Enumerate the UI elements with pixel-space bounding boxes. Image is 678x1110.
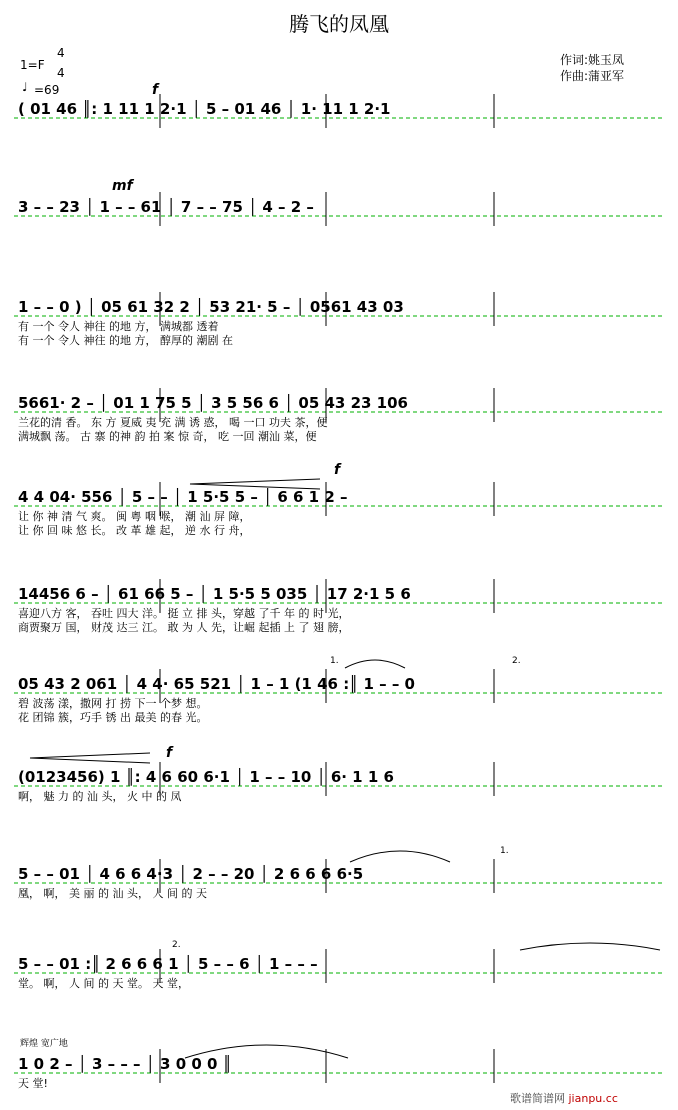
volta-label: 1. — [500, 846, 509, 856]
lyrics-verse-2: 有 一个 令人 神往 的地 方， 醇厚的 潮剧 在 — [18, 334, 233, 347]
volta-label: 1. — [330, 656, 339, 666]
notation-row: 4 4 04· 556 │ 5 – – │ 1 5·5 5 – │ 6 6 1 2 – — [18, 488, 348, 506]
dynamic-forte: f — [334, 462, 341, 478]
time-signature-bottom: 4 — [57, 66, 65, 80]
notation-row: 05 43 2 061 │ 4 4· 65 521 │ 1 – 1 (1 46 :║ 1 – – 0 — [18, 675, 415, 693]
lyrics-verse-1: 喜迎八方 客， 吞吐 四大 洋。 挺 立 排 头，穿越 了千 年 的 时 光， — [18, 607, 350, 620]
notation-row: ( 01 46 ║: 1 11 1 2·1 │ 5 – 01 46 │ 1· 11 1 2·1 — [18, 100, 391, 118]
notation-row: 1 0 2 – │ 3 – – – │ 3 0 0 0 ║ — [18, 1055, 232, 1073]
watermark-domain: jianpu.cc — [568, 1092, 618, 1105]
lyrics-verse-2: 让 你 回 味 悠 长。 改 革 雄 起， 逆 水 行 舟， — [18, 524, 251, 537]
dynamic-mezzo-forte: mf — [112, 178, 133, 194]
dynamic-forte: f — [152, 82, 159, 98]
crescendo-hairpin — [30, 753, 150, 763]
lyrics-verse-1: 有 一个 令人 神往 的地 方， 满城都 透着 — [18, 320, 219, 333]
lyrics-verse-2: 花 团锦 簇，巧手 锈 出 最美 的春 光。 — [18, 711, 208, 724]
volta-label: 2. — [512, 656, 521, 666]
notation-row: 3 – – 23 │ 1 – – 61 │ 7 – – 75 │ 4 – 2 – — [18, 198, 314, 216]
lyrics-verse-1: 让 你 神 清 气 爽。 闽 粤 咽 喉， 潮 汕 屏 障， — [18, 510, 251, 523]
watermark — [510, 1090, 618, 1106]
slur-arc — [520, 943, 660, 950]
lyrics-verse-1: 碧 波荡 漾，撒网 打 捞 下一 个梦 想。 — [18, 697, 208, 710]
lyrics-verse-1: 堂。 啊， 人 间 的 天 堂。 天 堂， — [18, 977, 189, 990]
notation-row: 5 – – 01 │ 4 6 6 4·3 │ 2 – – 20 │ 2 6 6 6 6·5 — [18, 865, 364, 883]
lyrics-verse-2: 满城飘 荡。 古 寨 的神 韵 拍 案 惊 奇， 吃 一回 潮汕 菜，便 — [18, 430, 317, 443]
notation-row: (0123456) 1 ║: 4 6 60 6·1 │ 1 – – 10 │ 6· 1 1 6 — [18, 768, 394, 786]
lyrics-verse-2: 商贾聚万 国， 财茂 达三 江。 敢 为 人 先，让崛 起插 上 了 翅 膀， — [18, 621, 350, 634]
notation-row: 14456 6 – │ 61 66 5 – │ 1 5·5 5 035 │ 17 2·1 5 6 — [18, 585, 411, 603]
tempo-marking: =69 — [34, 83, 60, 97]
key-signature: 1=F — [20, 58, 45, 72]
lyricist-credit: 作词:姚玉凤 — [560, 53, 625, 67]
notation-row: 5661· 2 – │ 01 1 75 5 │ 3 5 56 6 │ 05 43 23 106 — [18, 394, 408, 412]
lyrics-verse-1: 天 堂! — [18, 1077, 48, 1090]
expression-marking: 辉煌 宽广地 — [20, 1039, 68, 1049]
slur-arc — [345, 660, 405, 668]
watermark-site: 歌谱简谱网 — [510, 1092, 565, 1105]
notation-row: 1 – – 0 ) │ 05 61 32 2 │ 53 21· 5 – │ 0561 43 03 — [18, 298, 404, 316]
notation-row: 5 – – 01 :║ 2 6 6 6 1 │ 5 – – 6 │ 1 – – – — [18, 955, 318, 973]
time-signature-top: 4 — [57, 46, 65, 60]
tempo-note-icon: ♩ — [22, 80, 28, 94]
lyrics-verse-1: 兰花的清 香。 东 方 夏威 夷 充 满 诱 惑， 喝 一口 功夫 茶，便 — [18, 416, 328, 429]
dynamic-forte: f — [166, 745, 173, 761]
slur-arc — [350, 851, 450, 862]
lyrics-verse-1: 啊， 魅 力 的 汕 头， 火 中 的 凤 — [18, 790, 182, 803]
lyrics-verse-1: 凰， 啊， 美 丽 的 汕 头， 人 间 的 天 — [18, 887, 207, 900]
composer-credit: 作曲:蒲亚军 — [560, 69, 625, 83]
volta-label: 2. — [172, 940, 181, 950]
song-title: 腾飞的凤凰 — [289, 12, 389, 36]
